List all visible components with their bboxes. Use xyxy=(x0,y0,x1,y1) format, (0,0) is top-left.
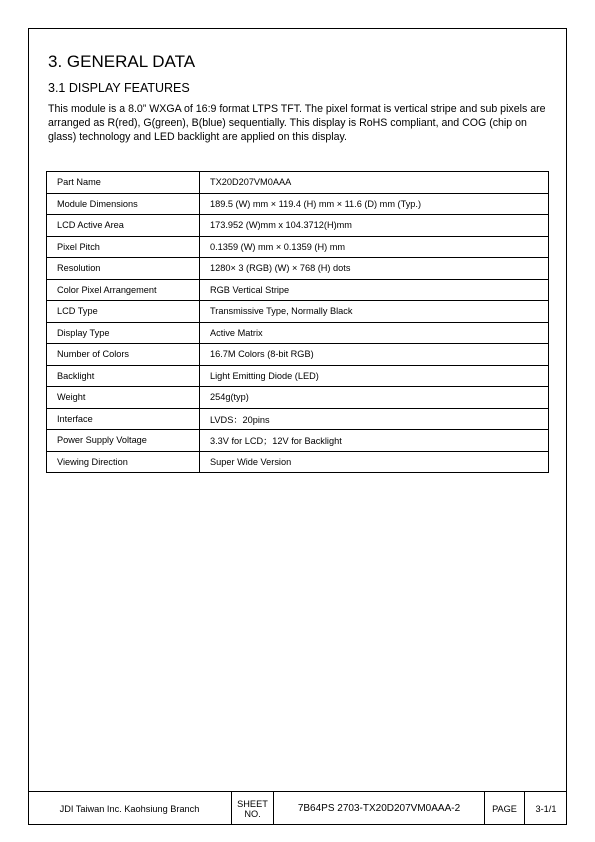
spec-value: 189.5 (W) mm × 119.4 (H) mm × 11.6 (D) mm (Typ.) xyxy=(200,193,549,215)
spec-label: Module Dimensions xyxy=(47,193,200,215)
subsection-title: 3.1 DISPLAY FEATURES xyxy=(48,81,190,95)
spec-label: Weight xyxy=(47,387,200,409)
spec-label: LCD Active Area xyxy=(47,215,200,237)
spec-value: 16.7M Colors (8-bit RGB) xyxy=(200,344,549,366)
spec-value: RGB Vertical Stripe xyxy=(200,279,549,301)
spec-label: Pixel Pitch xyxy=(47,236,200,258)
spec-label: Power Supply Voltage xyxy=(47,430,200,452)
spec-table xyxy=(46,171,549,473)
table-row xyxy=(47,387,549,409)
spec-label: Resolution xyxy=(47,258,200,280)
table-row xyxy=(47,322,549,344)
table-row xyxy=(47,279,549,301)
spec-value: Transmissive Type, Normally Black xyxy=(200,301,549,323)
spec-value: Super Wide Version xyxy=(200,451,549,473)
table-row xyxy=(47,215,549,237)
table-row xyxy=(47,344,549,366)
footer-company: JDI Taiwan Inc. Kaohsiung Branch xyxy=(28,792,232,825)
page-footer xyxy=(28,791,567,825)
table-row xyxy=(47,258,549,280)
spec-value: Light Emitting Diode (LED) xyxy=(200,365,549,387)
spec-value: Active Matrix xyxy=(200,322,549,344)
spec-label: Display Type xyxy=(47,322,200,344)
spec-value: TX20D207VM0AAA xyxy=(200,172,549,194)
spec-label: LCD Type xyxy=(47,301,200,323)
footer-sheet-line1: SHEET xyxy=(237,798,268,809)
table-row xyxy=(47,172,549,194)
table-row xyxy=(47,365,549,387)
spec-value: 3.3V for LCD；12V for Backlight xyxy=(200,430,549,452)
table-row xyxy=(47,236,549,258)
spec-value: 1280× 3 (RGB) (W) × 768 (H) dots xyxy=(200,258,549,280)
spec-label: Viewing Direction xyxy=(47,451,200,473)
footer-sheet-line2: NO. xyxy=(244,808,261,819)
footer-page-number: 3-1/1 xyxy=(535,803,557,814)
spec-value: LVDS：20pins xyxy=(200,408,549,430)
spec-label: Part Name xyxy=(47,172,200,194)
footer-sheet-label xyxy=(232,792,274,825)
table-row xyxy=(47,451,549,473)
spec-label: Color Pixel Arrangement xyxy=(47,279,200,301)
spec-label: Backlight xyxy=(47,365,200,387)
intro-paragraph: This module is a 8.0” WXGA of 16:9 format LTPS TFT. The pixel format is vertical stripe and sub pixels are arranged as R(red), G(green), B(blue) sequentially. This display is RoHS compliant, and COG (chip on glass) technology and LED backlight are applied on this display. xyxy=(48,103,546,143)
section-title: 3. GENERAL DATA xyxy=(48,52,196,71)
spec-label: Number of Colors xyxy=(47,344,200,366)
table-row xyxy=(47,430,549,452)
table-row xyxy=(47,193,549,215)
footer-doc-number: 7B64PS 2703-TX20D207VM0AAA-2 xyxy=(274,792,485,825)
spec-value: 173.952 (W)mm x 104.3712(H)mm xyxy=(200,215,549,237)
table-row xyxy=(47,408,549,430)
spec-value: 0.1359 (W) mm × 0.1359 (H) mm xyxy=(200,236,549,258)
footer-page-label: PAGE xyxy=(485,792,525,825)
spec-value: 254g(typ) xyxy=(200,387,549,409)
spec-label: Interface xyxy=(47,408,200,430)
table-row xyxy=(47,301,549,323)
